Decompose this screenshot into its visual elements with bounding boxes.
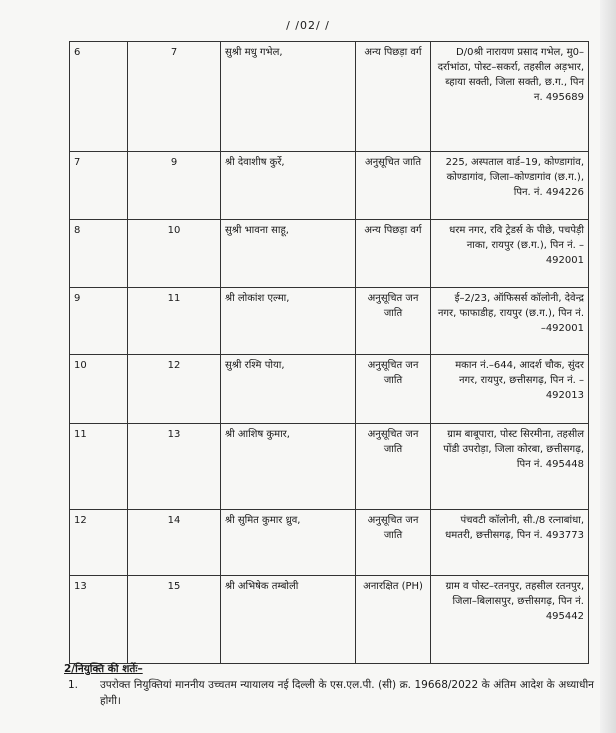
address-cell: D/0श्री नारायण प्रसाद गभेल, मु0–दर्राभांठा, पोस्ट–सकर्रा, तहसील अड़भार, ब्हाया सक्ती, जिला सक्ती, छ.ग., पिन न. 495689	[431, 42, 589, 152]
table-row	[70, 355, 589, 424]
condition-item	[64, 677, 594, 709]
table-row	[70, 424, 589, 510]
candidate-name-cell: सुश्री भावना साहू,	[221, 220, 356, 288]
table-row	[70, 42, 589, 152]
address-cell: पंचवटी कॉलोनी, सी./8 रत्नाबांधा, धमतरी, छत्तीसगढ़, पिन नं. 493773	[431, 510, 589, 576]
candidate-id-cell: 7	[128, 42, 221, 152]
address-cell: 225, अस्पताल वार्ड–19, कोण्डागांव, कोण्डागांव, जिला–कोण्डागांव (छ.ग.), पिन. नं. 494226	[431, 152, 589, 220]
category-cell: अन्य पिछड़ा वर्ग	[356, 42, 431, 152]
category-cell: अनुसूचित जन जाति	[356, 424, 431, 510]
candidate-name-cell: सुश्री मधु गभेल,	[221, 42, 356, 152]
category-cell: अनुसूचित जन जाति	[356, 510, 431, 576]
serial-number-cell: 7	[70, 152, 128, 220]
candidate-id-cell: 12	[128, 355, 221, 424]
page-number: / /02/ /	[286, 19, 330, 32]
condition-text: उपरोक्त नियुक्तियां माननीय उच्चतम न्यायालय नई दिल्ली के एस.एल.पी. (सी) क्र. 19668/2022 के अंतिम आदेश के अध्याधीन होगी।	[100, 679, 594, 707]
serial-number-cell: 12	[70, 510, 128, 576]
category-cell: अनुसूचित जन जाति	[356, 355, 431, 424]
category-cell: अन्य पिछड़ा वर्ग	[356, 220, 431, 288]
table-row	[70, 576, 589, 664]
candidate-name-cell: श्री सुमित कुमार ध्रुव,	[221, 510, 356, 576]
serial-number-cell: 9	[70, 288, 128, 355]
table-row	[70, 288, 589, 355]
page-edge	[600, 0, 616, 733]
serial-number-cell: 13	[70, 576, 128, 664]
category-cell: अनारक्षित (PH)	[356, 576, 431, 664]
category-cell: अनुसूचित जाति	[356, 152, 431, 220]
serial-number-cell: 6	[70, 42, 128, 152]
address-cell: मकान नं.–644, आदर्श चौक, सुंदर नगर, रायपुर, छत्तीसगढ़, पिन नं. –492013	[431, 355, 589, 424]
conditions-title: 2/नियुक्ति की शर्तेः–	[64, 663, 143, 675]
candidate-id-cell: 15	[128, 576, 221, 664]
serial-number-cell: 11	[70, 424, 128, 510]
address-cell: ग्राम बाबूपारा, पोस्ट सिरमीना, तहसील पोंडी उपरोड़ा, जिला कोरबा, छत्तीसगढ़, पिन नं. 495448	[431, 424, 589, 510]
candidate-name-cell: श्री आशिष कुमार,	[221, 424, 356, 510]
appointment-table	[69, 41, 589, 664]
table-row	[70, 152, 589, 220]
address-cell: ई–2/23, ऑफिसर्स कॉलोनी, देवेन्द्र नगर, फाफाडीह, रायपुर (छ.ग.), पिन नं. –492001	[431, 288, 589, 355]
table-row	[70, 220, 589, 288]
address-cell: धरम नगर, रवि ट्रेडर्स के पीछे, पचपेड़ी नाका, रायपुर (छ.ग.), पिन नं. –492001	[431, 220, 589, 288]
candidate-id-cell: 13	[128, 424, 221, 510]
candidate-name-cell: श्री लोकांश एल्मा,	[221, 288, 356, 355]
candidate-id-cell: 9	[128, 152, 221, 220]
candidate-name-cell: श्री अभिषेक तम्बोली	[221, 576, 356, 664]
candidate-id-cell: 11	[128, 288, 221, 355]
candidate-name-cell: सुश्री रश्मि पोया,	[221, 355, 356, 424]
conditions-section	[64, 661, 594, 709]
candidate-id-cell: 14	[128, 510, 221, 576]
category-cell: अनुसूचित जन जाति	[356, 288, 431, 355]
candidate-name-cell: श्री देवाशीष कुर्रे,	[221, 152, 356, 220]
candidate-id-cell: 10	[128, 220, 221, 288]
condition-number: 1.	[68, 679, 79, 691]
serial-number-cell: 8	[70, 220, 128, 288]
table-row	[70, 510, 589, 576]
address-cell: ग्राम व पोस्ट–रतनपुर, तहसील रतनपुर, जिला–बिलासपुर, छत्तीसगढ़, पिन नं. 495442	[431, 576, 589, 664]
serial-number-cell: 10	[70, 355, 128, 424]
